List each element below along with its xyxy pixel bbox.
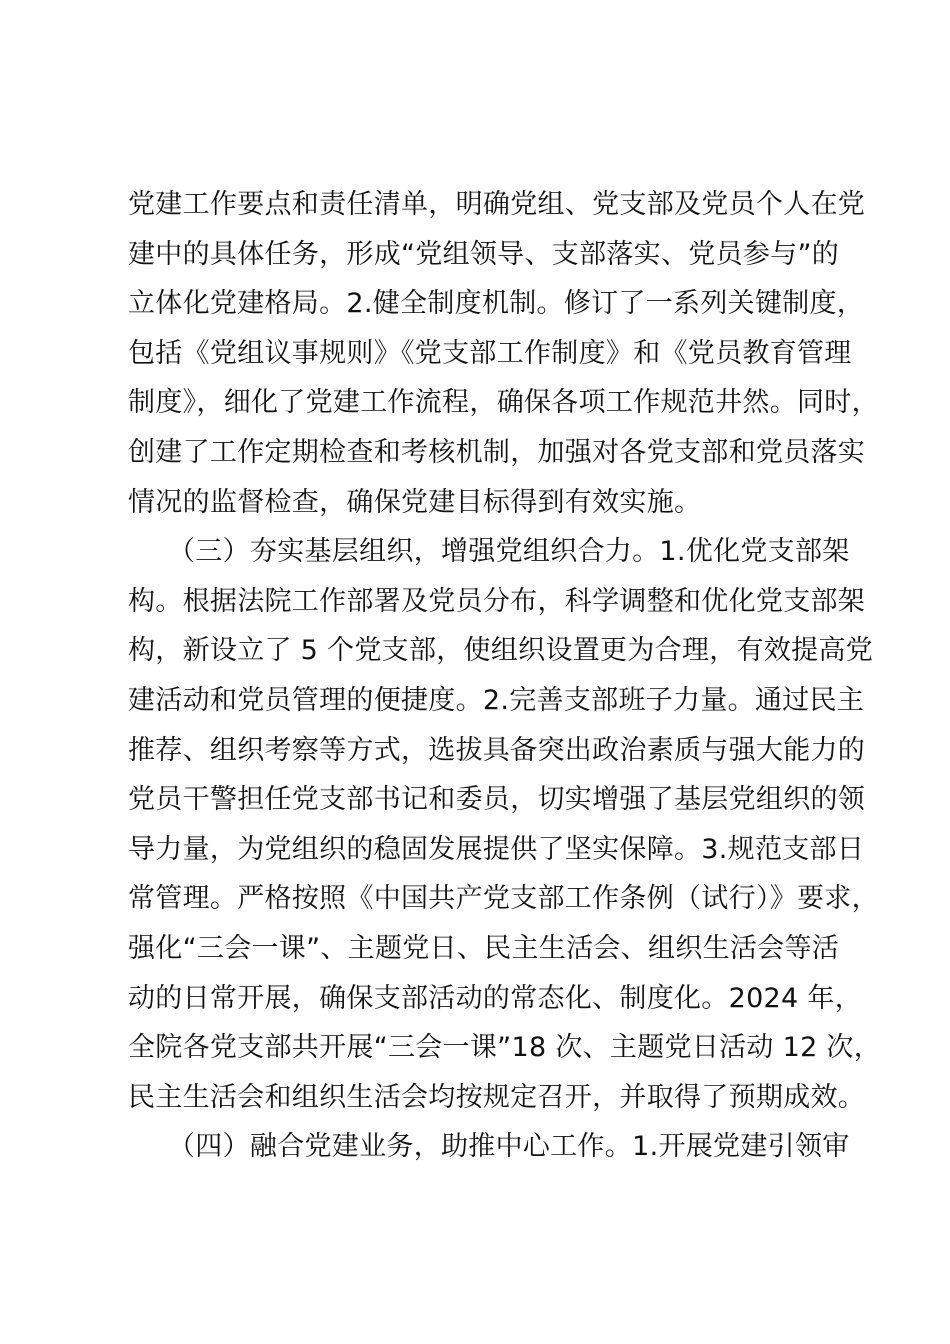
text-line: 构。根据法院工作部署及党员分布，科学调整和优化党支部架	[128, 585, 866, 617]
body-text	[128, 180, 882, 1172]
text-line: 包括《党组议事规则》《党支部工作制度》和《党员教育管理	[128, 337, 852, 369]
text-line: 动的日常开展，确保支部活动的常态化、制度化。2024 年，	[128, 982, 862, 1014]
text-line: 构，新设立了 5 个党支部，使组织设置更为合理，有效提高党	[128, 635, 874, 667]
text-line: 建活动和党员管理的便捷度。2.完善支部班子力量。通过民主	[128, 684, 865, 716]
text-line: 强化“三会一课”、主题党日、民主生活会、组织生活会等活	[128, 932, 840, 964]
text-line: 情况的监督检查，确保党建目标得到有效实施。	[128, 486, 702, 518]
text-line: 创建了工作定期检查和考核机制，加强对各党支部和党员落实	[128, 436, 866, 468]
text-line: 制度》，细化了党建工作流程，确保各项工作规范井然。同时，	[128, 387, 879, 419]
text-line: 党建工作要点和责任清单，明确党组、党支部及党员个人在党	[128, 189, 866, 220]
text-line: 民主生活会和组织生活会均按规定召开，并取得了预期成效。	[128, 1081, 866, 1113]
text-line: 导力量，为党组织的稳固发展提供了坚实保障。3.规范支部日	[128, 833, 865, 865]
text-line: 建中的具体任务，形成“党组领导、支部落实、党员参与”的	[128, 238, 840, 270]
text-line: 立体化党建格局。2.健全制度机制。修订了一系列关键制度，	[128, 288, 865, 320]
text-line: 党员干警担任党支部书记和委员，切实增强了基层党组织的领	[128, 784, 866, 816]
text-line: 推荐、组织考察等方式，选拔具备突出政治素质与强大能力的	[128, 734, 866, 766]
text-line: 全院各党支部共开展“三会一课”18 次、主题党日活动 12 次，	[128, 1032, 882, 1064]
section-heading-line: （三）夯实基层组织，增强党组织合力。1.优化党支部架	[168, 536, 850, 568]
section-heading-line: （四）融合党建业务，助推中心工作。1.开展党建引领审	[168, 1131, 850, 1163]
text-line: 常管理。严格按照《中国共产党支部工作条例（试行）》要求，	[128, 883, 879, 915]
